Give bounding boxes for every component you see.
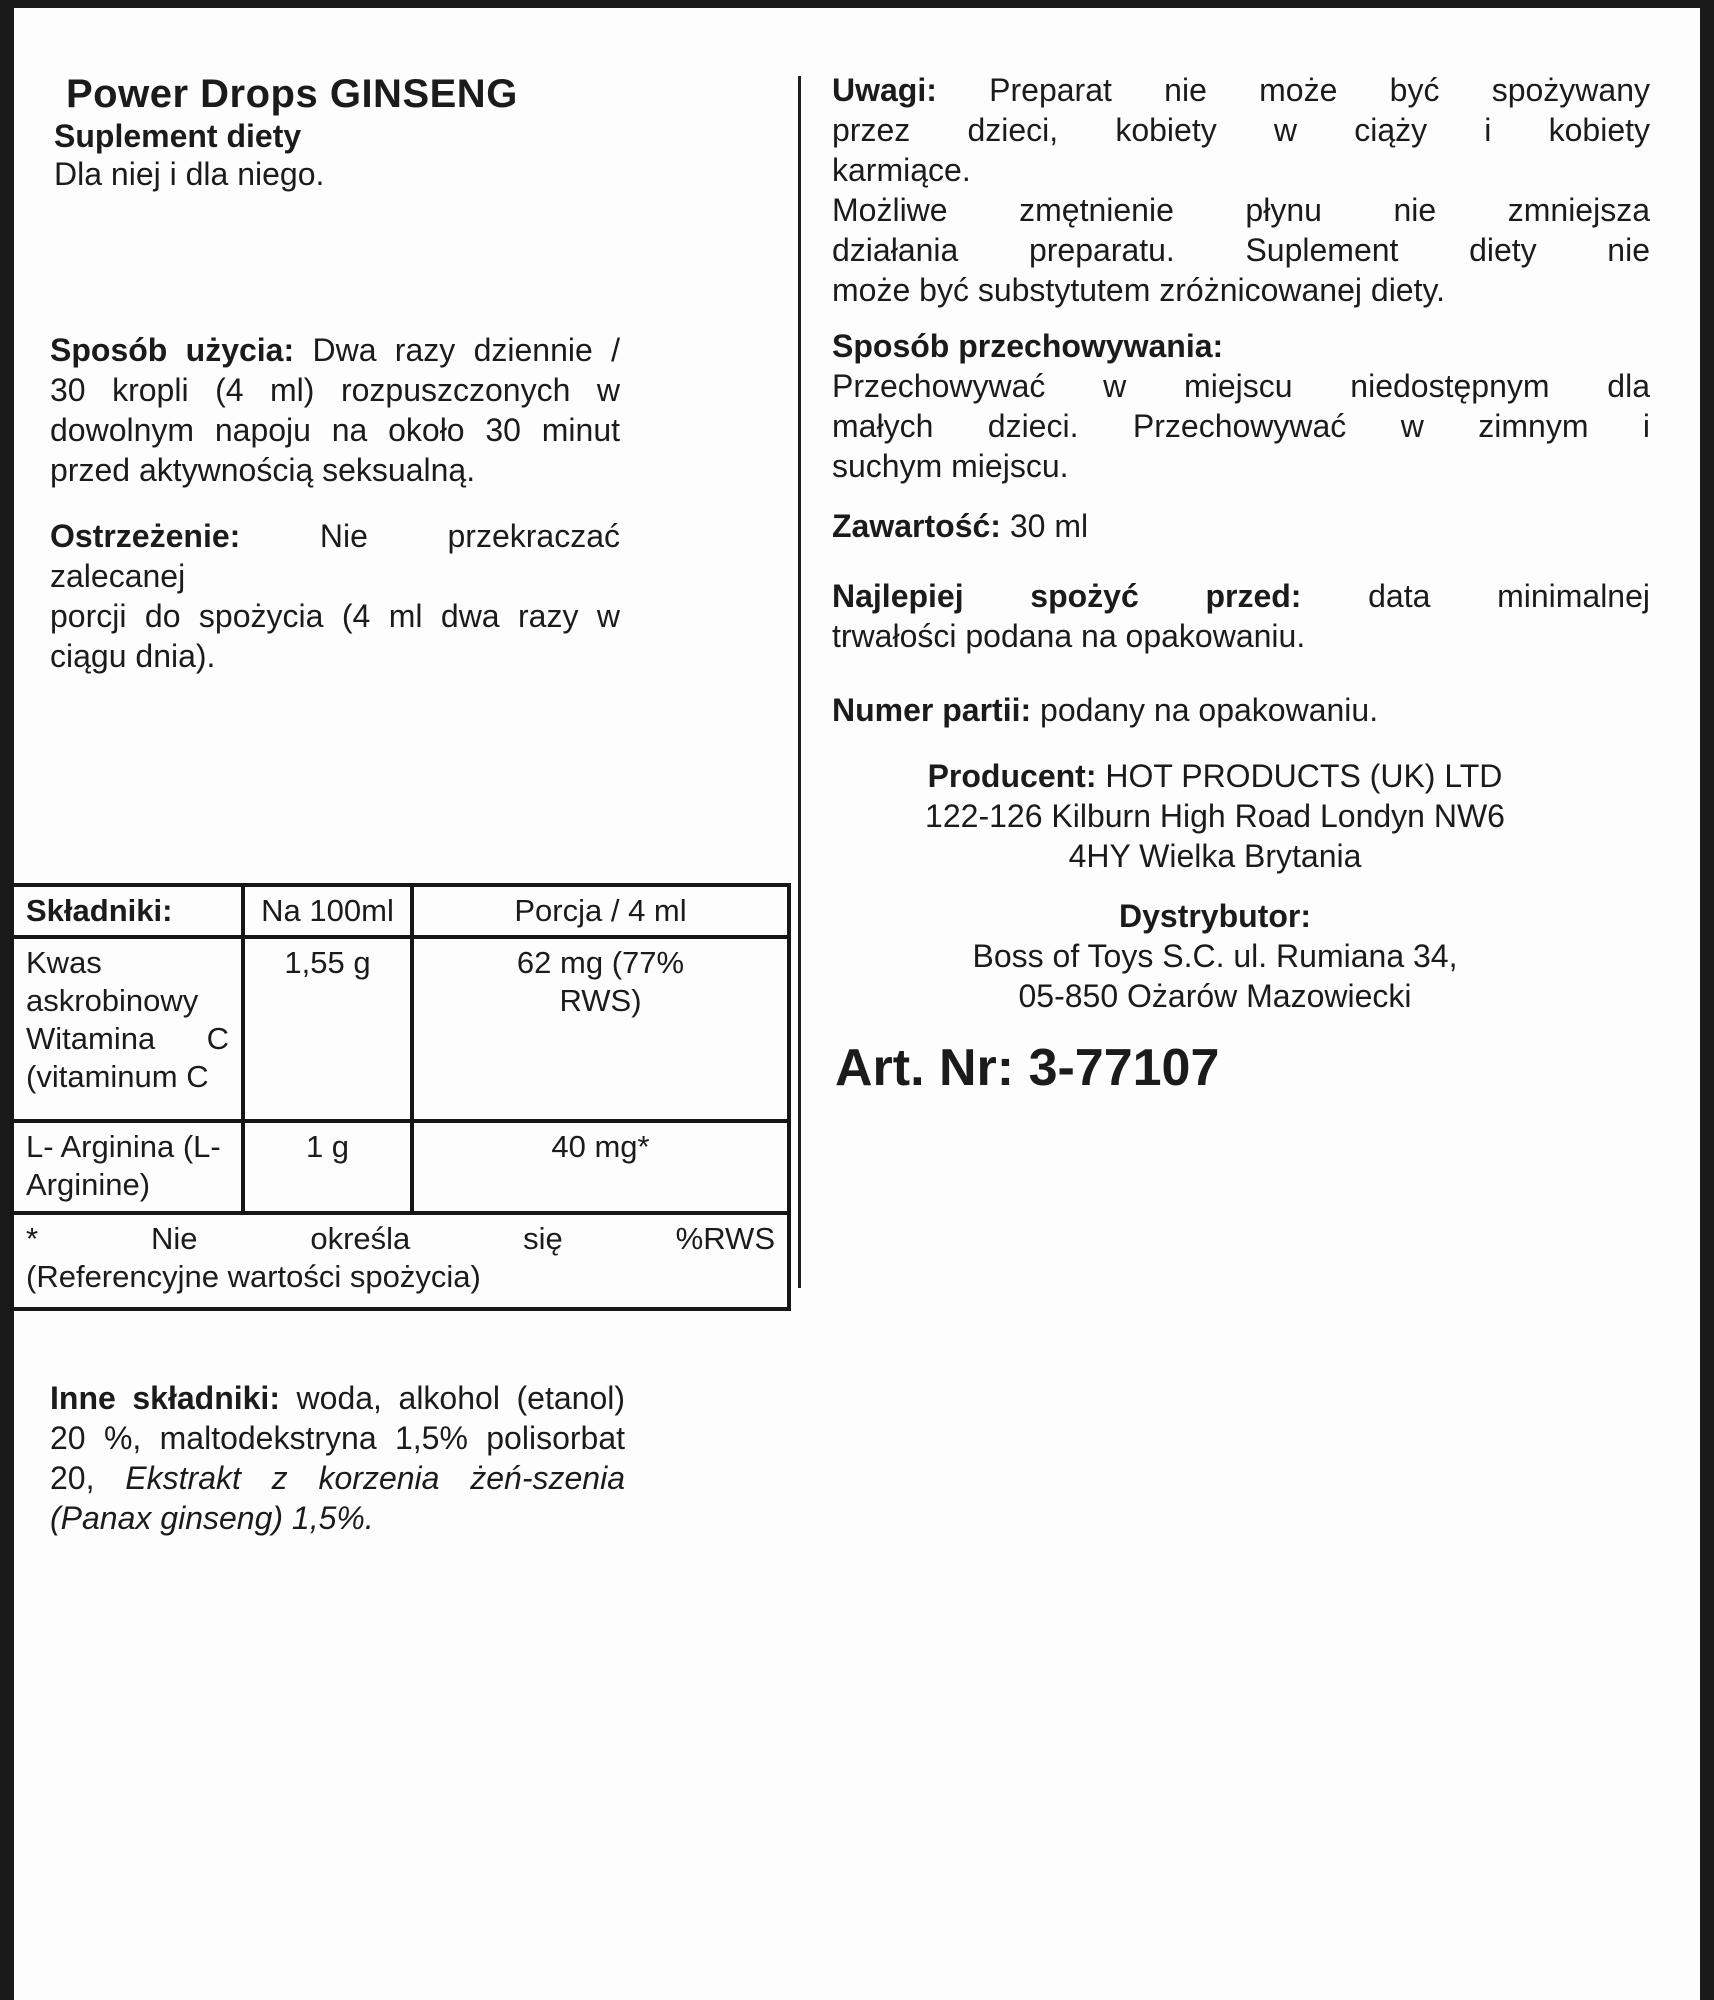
batch-label: Numer partii: [832, 692, 1032, 728]
footnote-line-2: (Referencyjne wartości spożycia) [26, 1259, 481, 1294]
producer-section [835, 756, 1595, 876]
usage-line-3: dowolnym napoju na około 30 minut [50, 412, 620, 448]
portion-line-1: 62 mg (77% [516, 945, 685, 980]
notes-line-2: przez dzieci, kobiety w ciąży i kobiety [832, 112, 1650, 148]
batch-text: podany na opakowaniu. [1040, 692, 1379, 728]
notes-line-1: Uwagi: Preparat nie może być spożywany [832, 72, 1650, 108]
warning-line-3: ciągu dnia). [50, 638, 216, 674]
distributor-line-1: Boss of Toys S.C. ul. Rumiana 34, [972, 938, 1458, 974]
other-line-1: Inne składniki: woda, alkohol (etanol) [50, 1380, 625, 1416]
other-line-3: 20, Ekstrakt z korzenia żeń-szenia [50, 1460, 626, 1496]
batch-number [832, 690, 1650, 730]
best-before-line-1: Najlepiej spożyć przed: data minimalnej [832, 578, 1650, 614]
storage-line-3: suchym miejscu. [832, 448, 1069, 484]
header-ingredients: Składniki: [12, 885, 243, 937]
producer-line-3: 4HY Wielka Brytania [1068, 838, 1362, 874]
other-line-4: (Panax ginseng) 1,5%. [50, 1500, 374, 1536]
notes-line-4: Możliwe zmętnienie płynu nie zmniejsza [832, 192, 1650, 228]
portion-line-1: 40 mg* [551, 1129, 650, 1164]
footnote-line-1: * Nie określa się %RWS [26, 1221, 775, 1256]
notes-line-5: działania preparatu. Suplement diety nie [832, 232, 1650, 268]
ingredient-name: L- Arginina (L-Arginine) [12, 1121, 243, 1213]
other-line-2: 20 %, maltodekstryna 1,5% polisorbat [50, 1420, 625, 1456]
warning-line-2: porcji do spożycia (4 ml dwa razy w [50, 598, 620, 634]
storage-line-1: Przechowywać w miejscu niedostępnym dla [832, 368, 1650, 404]
warning-label: Ostrzeżenie: [50, 518, 241, 554]
ingredient-name: Kwas askrobinowy Witamina C (vitaminum C [12, 937, 243, 1121]
product-tagline: Dla niej i dla niego. [54, 156, 325, 192]
table-row-vitamin-c [12, 937, 789, 1121]
product-title: Power Drops GINSENG [66, 72, 518, 116]
content-value: 30 ml [1009, 508, 1089, 544]
notes-line-3: karmiące. [832, 152, 971, 188]
ingredients-table [10, 883, 791, 1311]
portion-line-2: RWS) [559, 983, 642, 1018]
usage-line-2: 30 kropli (4 ml) rozpuszczonych w [50, 372, 620, 408]
distributor-label: Dystrybutor: [1118, 898, 1311, 934]
ingredient-portion [412, 937, 789, 1121]
notes-label: Uwagi: [832, 72, 937, 108]
page-border-right [1700, 0, 1714, 2000]
header-per100: Na 100ml [243, 885, 412, 937]
storage-line-2: małych dzieci. Przechowywać w zimnym i [832, 408, 1650, 444]
notes-line-6: może być substytutem zróżnicowanej diety. [832, 272, 1445, 308]
article-number [835, 1038, 1219, 1098]
producer-name: HOT PRODUCTS (UK) LTD [1105, 758, 1503, 794]
table-footnote-row [12, 1213, 789, 1309]
header-portion: Porcja / 4 ml [412, 885, 789, 937]
table-header-row [12, 885, 789, 937]
ingredient-per100: 1 g [243, 1121, 412, 1213]
usage-line-4: przed aktywnością seksualną. [50, 452, 476, 488]
product-subtitle: Suplement diety [54, 118, 302, 154]
usage-line-1: Sposób użycia: Dwa razy dziennie / [50, 332, 621, 368]
other-ingredients-section [50, 1378, 625, 1538]
article-number-label: Art. Nr: [835, 1039, 1015, 1097]
best-before-label: Najlepiej spożyć przed: [832, 578, 1302, 614]
ingredients-table-wrap [10, 883, 791, 1311]
distributor-section [835, 896, 1595, 1016]
article-number-value: 3-77107 [1028, 1039, 1220, 1097]
ingredient-portion [412, 1121, 789, 1213]
producer-label: Producent: [927, 758, 1097, 794]
best-before-section [832, 576, 1650, 656]
best-before-line-2: trwałości podana na opakowaniu. [832, 618, 1306, 654]
storage-label: Sposób przechowywania: [832, 328, 1224, 364]
table-footnote-cell [12, 1213, 789, 1309]
storage-section [832, 326, 1650, 486]
column-divider-line [798, 76, 801, 1288]
notes-section [832, 70, 1650, 310]
content-label: Zawartość: [832, 508, 1001, 544]
producer-line-2: 122-126 Kilburn High Road Londyn NW6 [925, 798, 1505, 834]
warning-line-1: Ostrzeżenie: Nie przekraczać zalecanej [50, 518, 621, 594]
producer-line-1 [835, 756, 1595, 796]
content-volume [832, 506, 1650, 546]
ingredient-per100: 1,55 g [243, 937, 412, 1121]
distributor-line-2: 05-850 Ożarów Mazowiecki [1018, 978, 1412, 1014]
page-border-top [0, 0, 1714, 8]
warning-section [50, 516, 620, 676]
table-row-l-arginina [12, 1121, 789, 1213]
usage-label: Sposób użycia: [50, 332, 295, 368]
usage-section [50, 330, 620, 490]
other-ingredients-label: Inne składniki: [50, 1380, 280, 1416]
